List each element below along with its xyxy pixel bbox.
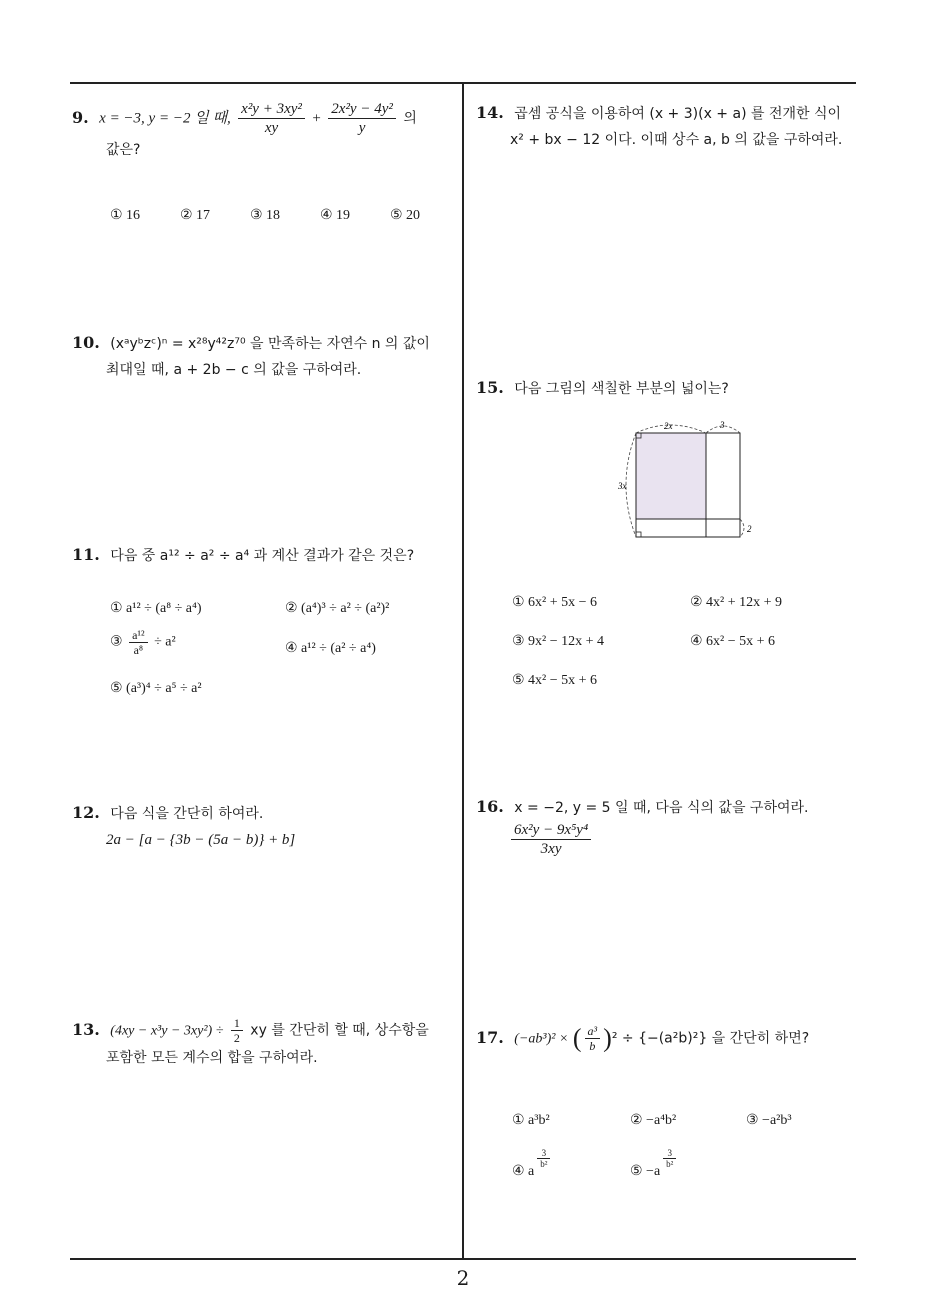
- choice-2[interactable]: ② (a⁴)³ ÷ a² ÷ (a²)²: [285, 601, 390, 616]
- choice-3-rest: ÷ a²: [154, 634, 176, 650]
- fraction-1: [238, 100, 305, 137]
- choice-3[interactable]: ③ 18: [250, 208, 281, 223]
- question-text: 다음 식을 간단히 하여라.: [110, 806, 264, 822]
- bottom-rule: [70, 1258, 856, 1260]
- plus-sign: +: [312, 110, 321, 127]
- choice-2[interactable]: ② 4x² + 12x + 9: [690, 595, 783, 610]
- fraction-denominator: b²: [666, 1159, 674, 1169]
- choice-label: ④ a: [512, 1164, 535, 1179]
- shaded-region: [636, 433, 706, 519]
- choice-2[interactable]: ② 17: [180, 208, 211, 223]
- question-text: 다음 그림의 색칠한 부분의 넓이는?: [514, 381, 729, 397]
- question-12: [72, 800, 457, 853]
- exponent-fraction: [537, 1148, 550, 1169]
- fraction-denominator: b²: [540, 1159, 548, 1169]
- question-number: 9.: [72, 107, 89, 127]
- fraction-numerator: x²y + 3xy²: [238, 100, 305, 119]
- expression: 2a − [a − {3b − (5a − b)} + b]: [106, 832, 296, 848]
- choice-5[interactable]: ⑤ 4x² − 5x + 6: [512, 673, 598, 688]
- fraction-half: [231, 1016, 243, 1045]
- choice-5[interactable]: ⑤ (a³)⁴ ÷ a⁵ ÷ a²: [110, 681, 202, 696]
- choice-label: ⑤ −a: [630, 1164, 661, 1179]
- question-16: [476, 794, 861, 858]
- question-text-line2: 포함한 모든 계수의 합을 구하여라.: [106, 1050, 318, 1066]
- expression-fraction: [585, 1024, 601, 1053]
- choice-marker: ③: [110, 634, 123, 650]
- choice-5[interactable]: [630, 1148, 679, 1180]
- fraction-numerator: 1: [231, 1016, 243, 1031]
- choice-4[interactable]: ④ 19: [320, 208, 351, 223]
- right-paren: ): [603, 1023, 612, 1053]
- expression-fraction: [511, 821, 591, 858]
- brace-3x: [626, 433, 636, 537]
- brace-2: [740, 519, 744, 537]
- choice-4[interactable]: [512, 1148, 553, 1180]
- choice-3[interactable]: ③ 9x² − 12x + 4: [512, 634, 605, 649]
- fraction-numerator: 3: [663, 1148, 676, 1159]
- expression-part1: (4xy − x³y − 3xy²) ÷: [110, 1023, 224, 1039]
- question-text: 다음 중 a¹² ÷ a² ÷ a⁴ 과 계산 결과가 같은 것은?: [110, 548, 415, 564]
- choice-3[interactable]: ③ −a²b³: [746, 1113, 792, 1128]
- fraction-denominator: 2: [233, 1031, 240, 1045]
- choices-q11: [110, 600, 455, 705]
- right-angle-marker: [636, 532, 641, 537]
- condition-text: x = −3, y = −2 일 때,: [99, 110, 231, 127]
- question-number: 15.: [476, 378, 504, 397]
- question-17: [476, 1024, 861, 1053]
- expression-part1: (−ab³)² ×: [514, 1031, 569, 1047]
- fraction-denominator: xy: [264, 120, 279, 136]
- fraction-denominator: a⁸: [133, 643, 144, 657]
- fraction-denominator: 3xy: [540, 841, 562, 857]
- expression-part2: ² ÷ {−(a²b)²} 을 간단히 하면?: [611, 1030, 810, 1047]
- label-2: 2: [747, 524, 752, 534]
- exponent-fraction: [663, 1148, 676, 1169]
- fraction-numerator: a¹²: [129, 628, 148, 643]
- label-3: 3: [720, 420, 725, 430]
- fraction-numerator: 6x²y − 9x⁵y⁴: [511, 821, 591, 840]
- question-11: [72, 542, 457, 569]
- choices-q15: [512, 594, 852, 694]
- question-14: [476, 100, 861, 153]
- choice-4[interactable]: ④ a¹² ÷ (a² ÷ a⁴): [285, 641, 376, 656]
- choice-1[interactable]: ① 6x² + 5x − 6: [512, 595, 598, 610]
- question-number: 16.: [476, 797, 504, 816]
- question-number: 11.: [72, 545, 100, 564]
- expression-part2: xy 를 간단히 할 때, 상수항을: [250, 1022, 429, 1039]
- fraction-denominator: b: [589, 1039, 596, 1053]
- fraction-2: [328, 100, 396, 137]
- rectangle-figure: [610, 415, 770, 545]
- fraction-numerator: 2x²y − 4y²: [328, 100, 396, 119]
- question-10: [72, 330, 457, 383]
- question-number: 12.: [72, 803, 100, 822]
- choice-2[interactable]: ② −a⁴b²: [630, 1113, 677, 1128]
- question-text-line1: 곱셈 공식을 이용하여 (x + 3)(x + a) 를 전개한 식이: [514, 106, 842, 122]
- question-number: 14.: [476, 103, 504, 122]
- page-number: 2: [456, 1266, 470, 1290]
- question-number: 13.: [72, 1019, 100, 1039]
- question-text-line1: (xᵃyᵇzᶜ)ⁿ = x²⁸y⁴²z⁷⁰ 을 만족하는 자연수 n 의 값이: [110, 336, 430, 352]
- choice-1[interactable]: ① a¹² ÷ (a⁸ ÷ a⁴): [110, 601, 202, 616]
- choice-3[interactable]: [110, 628, 176, 657]
- fraction-numerator: 3: [537, 1148, 550, 1159]
- question-text-line2: 최대일 때, a + 2b − c 의 값을 구하여라.: [106, 362, 362, 378]
- label-2x: 2x: [664, 421, 673, 431]
- choice-1[interactable]: ① a³b²: [512, 1113, 550, 1128]
- question-13: [72, 1016, 460, 1071]
- label-3x: 3x: [618, 481, 627, 491]
- choice-5[interactable]: ⑤ 20: [390, 208, 421, 223]
- suffix-text: 의: [403, 110, 417, 127]
- choice-1[interactable]: ① 16: [110, 208, 141, 223]
- question-number: 17.: [476, 1027, 504, 1047]
- choices-q17: [512, 1112, 857, 1179]
- choice-4[interactable]: ④ 6x² − 5x + 6: [690, 634, 776, 649]
- left-paren: (: [572, 1023, 582, 1053]
- choices-q9: [110, 207, 450, 227]
- question-text-line2: 값은?: [106, 142, 141, 158]
- column-divider: [462, 82, 464, 1258]
- question-9: [72, 100, 457, 163]
- choice-3-fraction: [129, 628, 148, 657]
- question-text-line2: x² + bx − 12 이다. 이때 상수 a, b 의 값을 구하여라.: [510, 132, 843, 148]
- fraction-numerator: a³: [585, 1024, 601, 1039]
- question-text: x = −2, y = 5 일 때, 다음 식의 값을 구하여라.: [514, 800, 809, 816]
- fraction-denominator: y: [358, 120, 366, 136]
- figure-svg: [610, 415, 770, 545]
- question-15: [476, 375, 861, 402]
- question-number: 10.: [72, 333, 100, 352]
